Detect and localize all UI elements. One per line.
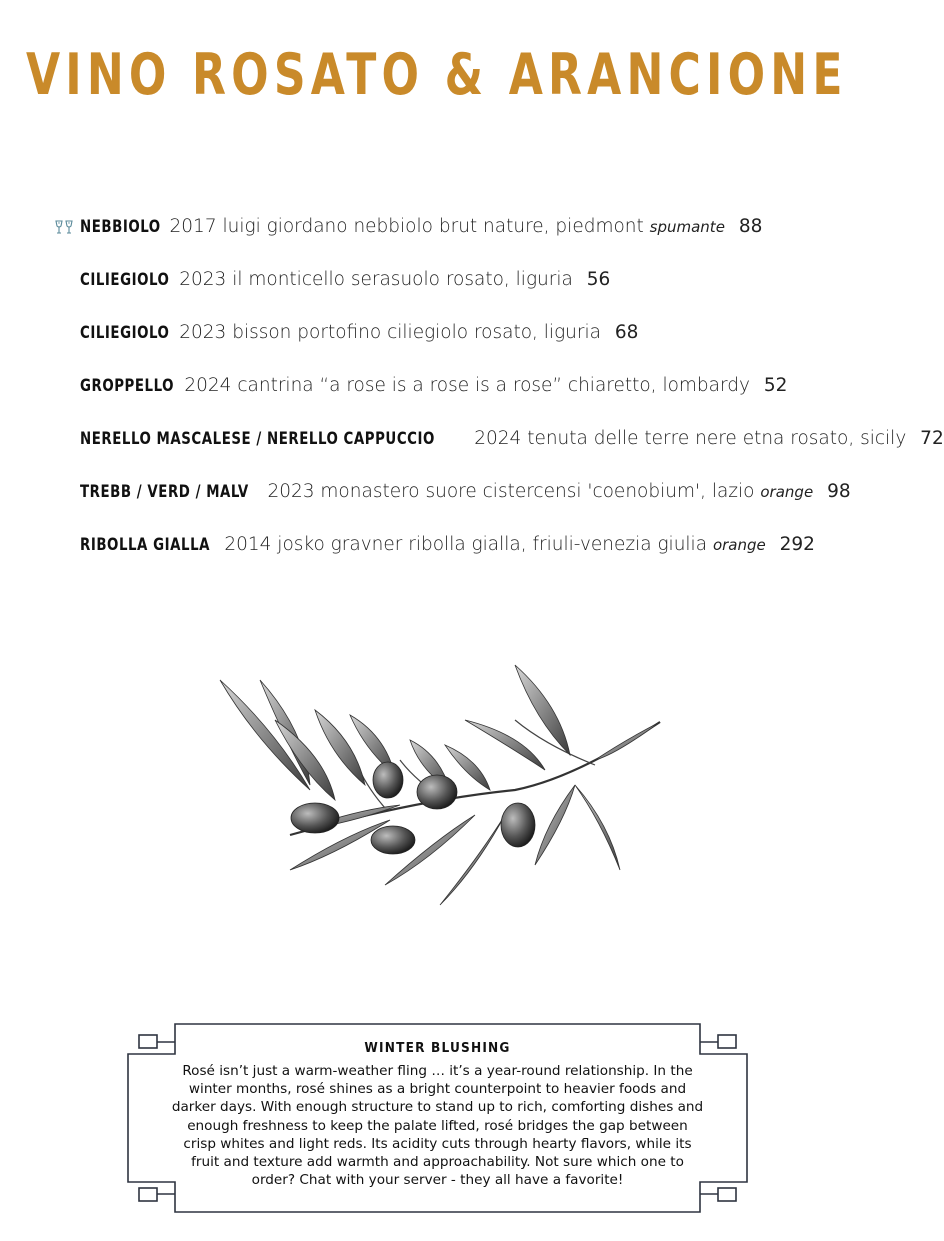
wine-price: 88 xyxy=(738,216,763,237)
wine-grape: CILIEGIOLO xyxy=(80,270,170,289)
winter-blushing-note xyxy=(125,1022,750,1215)
wine-price: 292 xyxy=(779,534,815,555)
wine-grape: TREBB / VERD / MALV xyxy=(80,482,249,501)
wine-grape: GROPPELLO xyxy=(80,376,175,395)
wine-description: 2014 josko gravner ribolla gialla, friuli-venezia giulia xyxy=(224,534,708,555)
wine-grape: RIBOLLA GIALLA xyxy=(80,535,211,554)
wine-price: 72 xyxy=(920,428,944,449)
wine-description: 2024 tenuta delle terre nere etna rosato, sicily xyxy=(474,428,907,449)
wine-item xyxy=(80,263,610,297)
page-title: VINO ROSATO & ARANCIONE xyxy=(26,42,848,108)
wine-grape: CILIEGIOLO xyxy=(80,323,170,342)
wine-price: 56 xyxy=(586,269,611,290)
wine-description: 2023 bisson portofino ciliegiolo rosato, liguria xyxy=(179,322,601,343)
wine-price: 52 xyxy=(763,375,788,396)
wine-item xyxy=(80,528,815,562)
wine-description: 2023 il monticello serasuolo rosato, liguria xyxy=(179,269,573,290)
wine-style: orange xyxy=(712,536,766,554)
wine-price: 68 xyxy=(614,322,639,343)
note-title: WINTER BLUSHING xyxy=(364,1040,511,1056)
wine-grape: NEBBIOLO xyxy=(80,217,161,236)
sparkling-glasses-icon xyxy=(54,219,76,235)
wine-item xyxy=(80,369,787,403)
wine-description: 2024 cantrina “a rose is a rose is a rose” chiaretto, lombardy xyxy=(184,375,750,396)
wine-item xyxy=(80,316,638,350)
olive-branch-icon xyxy=(215,660,665,915)
wine-style: spumante xyxy=(649,218,725,236)
wine-item xyxy=(80,475,851,509)
note-body: Rosé isn’t just a warm-weather fling … it’s a year-round relationship. In the winter months, rosé shines as a bright counterpoint to heavier foods and darker days. With enough structure to stand up to rich, comforting dishes and enough freshness to keep the palate lifted, rosé bridges the gap between crisp whites and light reds. Its acidity cuts through hearty flavors, while its fruit and texture add warmth and approachability. Not sure which one to order? Chat with your server - they all have a favorite! xyxy=(171,1063,704,1189)
wine-item xyxy=(80,210,762,244)
wine-style: orange xyxy=(760,483,814,501)
wine-grape: NERELLO MASCALESE / NERELLO CAPPUCCIO xyxy=(80,429,435,448)
wine-description: 2023 monastero suore cistercensi 'coenobium', lazio xyxy=(267,481,755,502)
wine-item xyxy=(80,422,944,456)
wine-description: 2017 luigi giordano nebbiolo brut nature, piedmont xyxy=(169,216,644,237)
wine-price: 98 xyxy=(827,481,851,502)
